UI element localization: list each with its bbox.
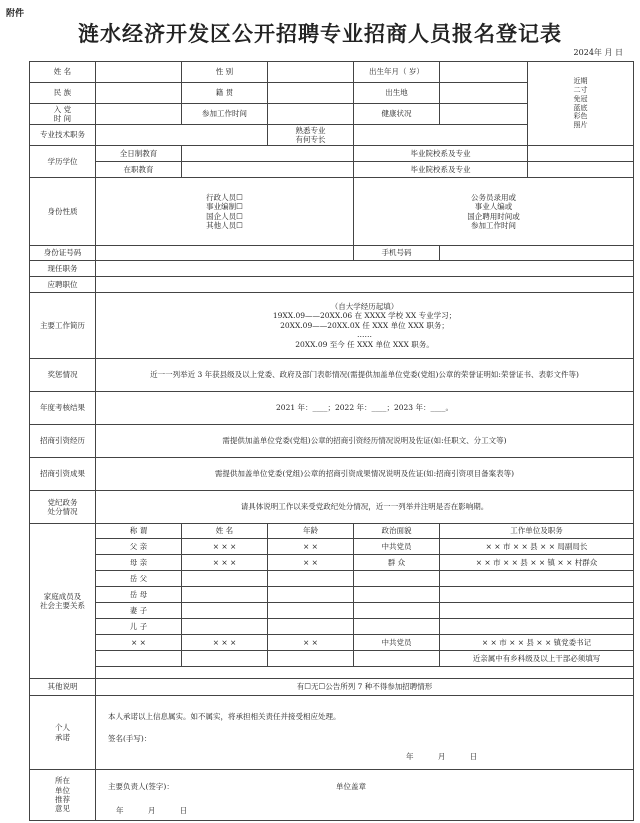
family-name[interactable] [182,587,268,603]
identity-time-cell[interactable] [354,178,634,246]
party-time-label: 入 党 时 间 [30,104,96,125]
resume-line: 20XX.09——20XX.0X 任 XXX 单位 XXX 职务； [280,320,449,330]
name-label: 姓 名 [30,62,96,83]
id-number-label: 身份证号码 [30,246,96,261]
leader-sign: 主要负责人(签字)： [108,782,174,791]
invest-result-label: 招商引资成果 [30,458,96,491]
identity-option[interactable]: 行政人员☐ [206,192,243,202]
unit-seal: 单位盖章 [336,782,366,791]
family-age[interactable] [268,587,354,603]
family-row [30,587,634,603]
family-row [30,571,634,587]
family-row [30,539,634,555]
family-row [30,651,634,667]
family-age[interactable] [268,619,354,635]
photo-line: 近期 [573,77,588,86]
fulltime-school-field[interactable] [528,146,634,162]
family-spacer [96,667,634,679]
family-work[interactable]: × × 市 × × 县 × × 镇 × × 村群众 [440,555,634,571]
other-label: 其他说明 [30,679,96,696]
appraisal-label: 年度考核结果 [30,392,96,425]
ethnicity-field[interactable] [96,83,182,104]
awards-field[interactable]: 近一一列举近 3 年获县级及以上党委、政府及部门表彰情况(需提供加盖单位党委(党组)公章的荣誉证明如:荣誉证书、表彰文件等) [96,359,634,392]
commitment-text: 本人承诺以上信息属实。如不属实，将承担相关责任并接受相应处理。 [108,712,341,721]
family-party[interactable]: 中共党员 [354,539,440,555]
family-row [30,603,634,619]
native-place-field[interactable] [268,83,354,104]
family-work[interactable]: × × 市 × × 县 × × 局副局长 [440,539,634,555]
parttime-field[interactable] [182,162,354,178]
resume-label: 主要工作简历 [30,293,96,359]
native-place-label: 籍 贯 [182,83,268,104]
family-party[interactable] [354,603,440,619]
family-name[interactable] [182,619,268,635]
family-age[interactable]: × × [268,635,354,651]
birthplace-label: 出生地 [354,83,440,104]
phone-field[interactable] [440,246,634,261]
photo-line: 照片 [573,121,588,129]
family-relation[interactable]: 岳 母 [96,587,182,603]
commitment-field[interactable] [96,696,634,770]
family-label: 家庭成员及 社会主要关系 [30,524,96,679]
apply-post-field[interactable] [96,277,634,293]
invest-exp-field[interactable]: 需提供加盖单位党委(党组)公章的招商引资经历情况说明及佐证(如:任职文、分工文等) [96,425,634,458]
family-party[interactable] [354,651,440,667]
birth-label: 出生年月（ 岁） [354,62,440,83]
expertise-label: 熟悉专业 有何专长 [268,125,354,146]
party-time-field[interactable] [96,104,182,125]
form-title: 涟水经济开发区公开招聘专业招商人员报名登记表 [78,21,562,46]
family-work[interactable] [440,587,634,603]
attachment-label: 附件 [6,9,25,19]
family-header: 姓 名 [182,524,268,539]
identity-option[interactable]: 国企人员☐ [206,211,243,221]
photo-box[interactable] [528,62,634,146]
registration-form [29,61,634,821]
family-header: 年龄 [268,524,354,539]
family-name[interactable]: × × × [182,635,268,651]
identity-time-line: 事业人编或 [474,202,513,212]
family-header: 工作单位及职务 [440,524,634,539]
opinion-field[interactable] [96,770,634,821]
family-age[interactable] [268,651,354,667]
title-rank-label: 专业技术职务 [30,125,96,146]
gender-label: 性 别 [182,62,268,83]
apply-post-label: 应聘职位 [30,277,96,293]
discipline-label: 党纪政务 处分情况 [30,491,96,524]
family-age[interactable]: × × [268,555,354,571]
family-age[interactable] [268,603,354,619]
parttime-school-field[interactable] [528,162,634,178]
family-name[interactable] [182,651,268,667]
identity-option[interactable]: 其他人员☐ [206,220,243,230]
family-age[interactable]: × × [268,539,354,555]
family-name[interactable]: × × × [182,555,268,571]
work-start-label: 参加工作时间 [182,104,268,125]
identity-type-cell[interactable] [96,178,354,246]
family-work[interactable] [440,603,634,619]
family-relation[interactable]: 母 亲 [96,555,182,571]
form-date: 2024年 月 日 [573,48,623,57]
family-age[interactable] [268,571,354,587]
family-relation[interactable] [96,651,182,667]
resume-line: …… [357,330,372,340]
family-row [30,635,634,651]
family-party[interactable] [354,619,440,635]
awards-label: 奖惩情况 [30,359,96,392]
parttime-school-label: 毕业院校系及专业 [354,162,528,178]
id-number-field[interactable] [96,246,354,261]
phone-label: 手机号码 [354,246,440,261]
current-post-field[interactable] [96,261,634,277]
name-field[interactable] [96,62,182,83]
title-rank-field[interactable] [96,125,268,146]
parttime-label: 在职教育 [96,162,182,178]
identity-time-line: 公务员录用或 [471,192,516,202]
resume-line: 20XX.09 至今 任 XXX 单位 XXX 职务。 [295,339,434,349]
photo-line: 二寸 [573,86,588,94]
photo-line: 彩色 [573,112,588,121]
family-work[interactable]: × × 市 × × 县 × × 镇党委书记 [440,635,634,651]
discipline-field[interactable]: 请具体说明工作以来受党政纪处分情况，近一一列举并注明是否在影响期。 [96,491,634,524]
fulltime-field[interactable] [182,146,354,162]
resume-field[interactable] [96,293,634,359]
family-name[interactable]: × × × [182,539,268,555]
birth-field[interactable] [440,62,528,83]
family-relation[interactable]: 妻 子 [96,603,182,619]
family-relation[interactable]: 父 亲 [96,539,182,555]
family-row [30,619,634,635]
invest-exp-label: 招商引资经历 [30,425,96,458]
fulltime-label: 全日制教育 [96,146,182,162]
photo-line: 免冠 [573,94,588,103]
health-label: 健康状况 [354,104,440,125]
family-name[interactable] [182,603,268,619]
family-row [30,555,634,571]
identity-label: 身份性质 [30,178,96,246]
family-work[interactable] [440,619,634,635]
invest-result-field[interactable]: 需提供加盖单位党委(党组)公章的招商引资成果情况说明及佐证(如:招商引资项目备案表等) [96,458,634,491]
family-name[interactable] [182,571,268,587]
fulltime-school-label: 毕业院校系及专业 [354,146,528,162]
gender-field[interactable] [268,62,354,83]
appraisal-field[interactable]: 2021 年：____；2022 年：____；2023 年：____。 [96,392,634,425]
work-start-field[interactable] [268,104,354,125]
family-header-row [30,524,634,539]
identity-time-line: 国企聘用时间或 [467,211,520,221]
other-field[interactable]: 有☐无☐公告所列 7 种不得参加招聘情形 [96,679,634,696]
family-party[interactable]: 群 众 [354,555,440,571]
education-label: 学历学位 [30,146,96,178]
family-relation[interactable]: 岳 父 [96,571,182,587]
resume-line: 19XX.09——20XX.06 在 XXXX 学校 XX 专业学习； [272,311,457,321]
commitment-label: 个人 承诺 [30,696,96,770]
photo-line: 蓝底 [573,103,588,112]
opinion-label: 所在 单位 推荐 意见 [30,770,96,821]
family-note: 近亲属中有乡科级及以上干部必须填写 [440,651,634,667]
family-work[interactable] [440,571,634,587]
family-party[interactable]: 中共党员 [354,635,440,651]
family-header: 政治面貌 [354,524,440,539]
identity-option[interactable]: 事业编制☐ [206,202,243,212]
family-header: 称 谓 [96,524,182,539]
family-relation[interactable]: 儿 子 [96,619,182,635]
family-relation[interactable]: × × [96,635,182,651]
family-party[interactable] [354,587,440,603]
ethnicity-label: 民 族 [30,83,96,104]
family-party[interactable] [354,571,440,587]
sign-label: 签名(手写)： [108,734,152,743]
commitment-date: 年 月 日 [406,752,478,761]
identity-time-line: 参加工作时间 [471,220,516,230]
current-post-label: 现任职务 [30,261,96,277]
family-spacer-row [30,667,634,679]
opinion-date: 年 月 日 [116,806,188,815]
birthplace-field[interactable] [440,83,528,104]
expertise-field[interactable] [354,125,528,146]
resume-line: （自大学经历起填） [330,302,399,312]
health-field[interactable] [440,104,528,125]
